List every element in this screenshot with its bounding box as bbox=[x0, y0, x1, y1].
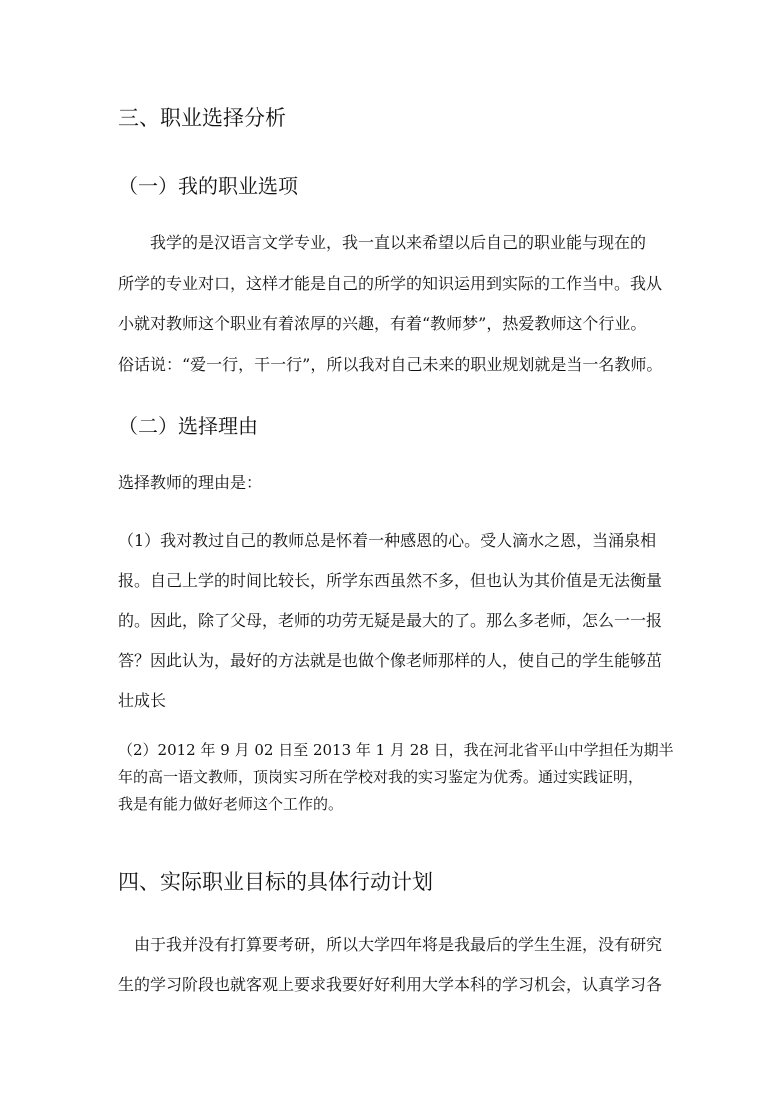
paragraph-line: 报。自己上学的时间比较长，所学东西虽然不多，但也认为其价值是无法衡量 bbox=[118, 571, 663, 590]
paragraph-line: 我学的是汉语言文学专业，我一直以来希望以后自己的职业能与现在的 bbox=[118, 233, 647, 252]
paragraph-line: 生的学习阶段也就客观上要求我要好好利用大学本科的学习机会，认真学习各 bbox=[118, 975, 663, 994]
subsection-1-heading: （一）我的职业选项 bbox=[118, 174, 298, 198]
section-4-heading: 四、实际职业目标的具体行动计划 bbox=[118, 870, 433, 894]
paragraph-line: （2）2012 年 9 月 02 日至 2013 年 1 月 28 日，我在河北省平山中学担任为期半 bbox=[118, 741, 674, 759]
section-3-heading: 三、职业选择分析 bbox=[118, 106, 286, 130]
paragraph-line: 俗话说：“爱一行，干一行”，所以我对自己未来的职业规划就是当一名教师。 bbox=[118, 355, 663, 374]
subsection-2-heading: （二）选择理由 bbox=[118, 414, 258, 438]
paragraph-line: 由于我并没有打算要考研，所以大学四年将是我最后的学生生涯，没有研究 bbox=[118, 935, 663, 954]
paragraph-line: 壮成长 bbox=[118, 691, 167, 710]
paragraph-line: 所学的专业对口，这样才能是自己的所学的知识运用到实际的工作当中。我从 bbox=[118, 274, 663, 293]
paragraph-line: 的。因此，除了父母，老师的功劳无疑是最大的了。那么多老师，怎么一一报 bbox=[118, 611, 663, 630]
paragraph-line: 答？因此认为，最好的方法就是也做个像老师那样的人，使自己的学生能够茁 bbox=[118, 651, 663, 670]
paragraph-line: 小就对教师这个职业有着浓厚的兴趣，有着“教师梦”，热爱教师这个行业。 bbox=[118, 314, 647, 333]
reasons-intro: 选择教师的理由是： bbox=[118, 473, 263, 492]
paragraph-line: （1）我对教过自己的教师总是怀着一种感恩的心。受人滴水之恩，当涌泉相 bbox=[118, 531, 657, 550]
paragraph-line: 年的高一语文教师，顶岗实习所在学校对我的实习鉴定为优秀。通过实践证明， bbox=[118, 768, 644, 786]
paragraph-line: 我是有能力做好老师这个工作的。 bbox=[118, 795, 344, 813]
